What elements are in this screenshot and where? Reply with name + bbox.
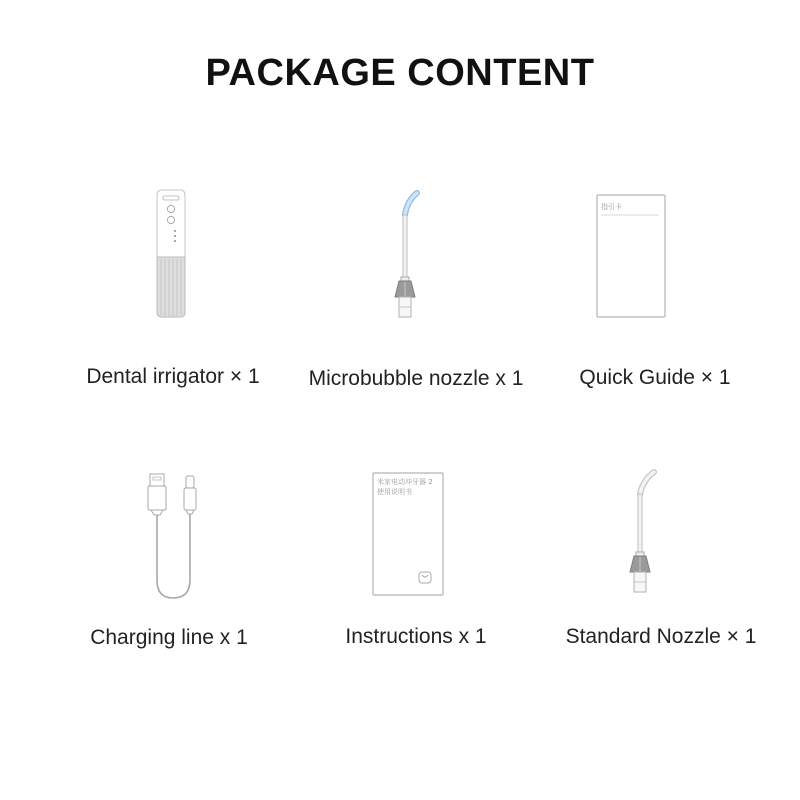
page-title: PACKAGE CONTENT — [205, 52, 595, 94]
instructions-title-text: 米家电动冲牙器 2 — [377, 478, 433, 486]
quick-guide-icon — [522, 185, 788, 325]
package-item-instructions — [283, 460, 549, 660]
microbubble-nozzle-icon — [283, 185, 549, 325]
standard-nozzle-icon — [528, 460, 794, 610]
package-item-microbubble-nozzle — [283, 185, 549, 405]
quick-guide-card-text: 指引卡 — [601, 203, 622, 211]
charging-cable-icon — [36, 460, 302, 610]
package-item-quick-guide — [522, 185, 788, 405]
item-label: Dental irrigator × 1 — [86, 365, 260, 388]
item-label: Instructions x 1 — [345, 625, 487, 648]
package-item-standard-nozzle — [528, 460, 794, 660]
item-label: Quick Guide × 1 — [579, 366, 731, 389]
item-label: Microbubble nozzle x 1 — [308, 367, 524, 390]
instructions-subtitle-text: 使用说明书 — [377, 488, 412, 496]
package-item-charging-line — [36, 460, 302, 660]
package-item-dental-irrigator — [40, 185, 306, 405]
item-label: Charging line x 1 — [90, 626, 248, 649]
item-label: Standard Nozzle × 1 — [565, 625, 757, 648]
instructions-booklet-icon — [283, 460, 549, 610]
dental-irrigator-icon — [40, 185, 306, 325]
